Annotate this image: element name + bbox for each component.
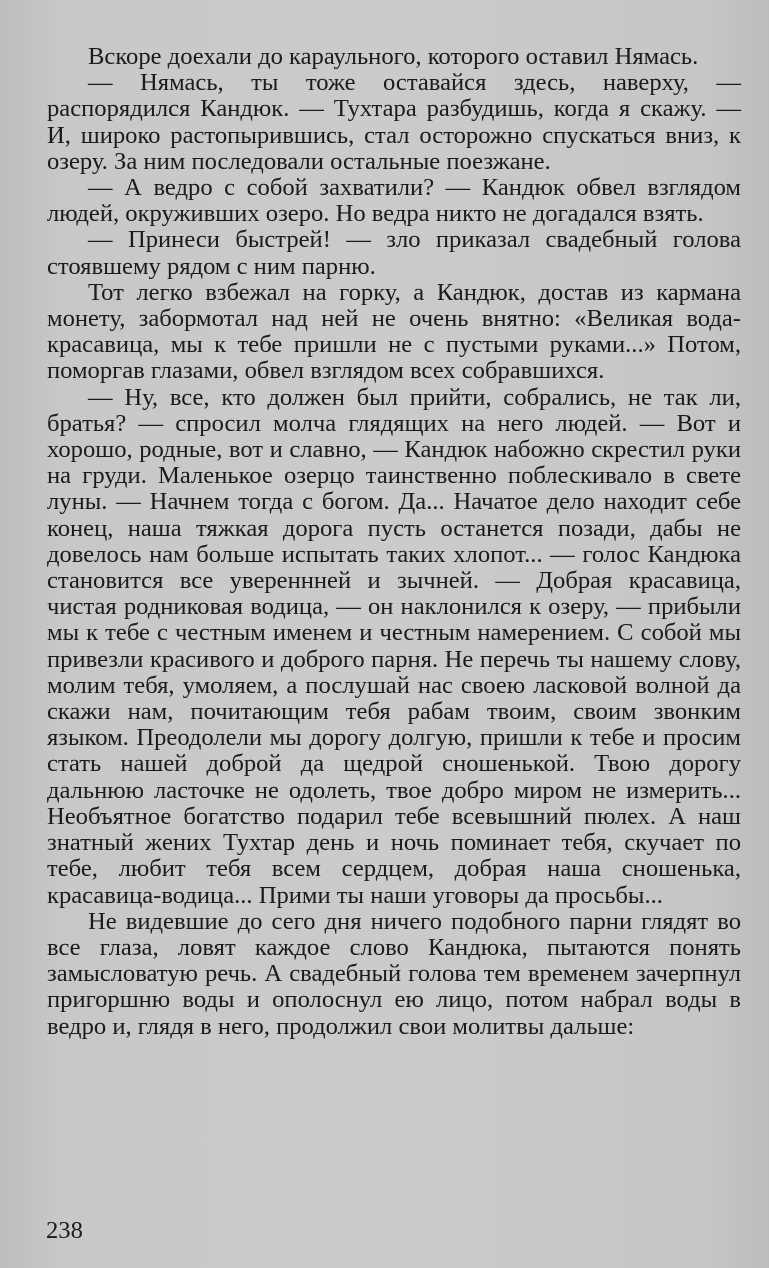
paragraph: — А ведро с собой захватили? — Кандюк обвел взглядом людей, окруживших озеро. Но ведра никто не догадался взять. [47,174,741,228]
paragraph: — Ну, все, кто должен был прийти, собрались, не так ли, братья? — спросил молча глядящих на него людей. — Вот и хорошо, родные, вот и славно, — Кандюк набожно скрестил руки на груди. Маленькое озерцо таинственно поблескивало в свете луны. — Начнем тогда с богом. Да... Начатое дело находит себе конец, наша тяжкая дорога пусть останется позади, дабы не довелось нам больше испытать таких хлопот... — голос Кандюка становится все увереннней и зычней. — Добрая красавица, чистая родниковая водица, — он наклонился к озеру, — прибыли мы к тебе с честным именем и честным намерением. С собой мы привезли красивого и доброго парня. Не перечь ты нашему слову, молим тебя, умоляем, а послушай нас своею ласковой волной да скажи нам, почитающим тебя рабам твоим, своим звонким языком. Преодолели мы дорогу долгую, пришли к тебе и просим стать нашей доброй да щедрой сношенькой. Твою дорогу дальнюю ласточке не одолеть, твое добро миром не измерить... Необъятное богатство подарил тебе всевышний пюлех. А наш знатный жених Тухтар день и ночь поминает тебя, скучает по тебе, любит тебя всем сердцем, добрая наша сношенька, красавица-водица... Прими ты наши уговоры да просьбы... [47,383,741,909]
paragraph: Тот легко взбежал на горку, а Кандюк, достав из кармана монету, забормотал над ней не очень внятно: «Великая вода-красавица, мы к тебе пришли не с пустыми руками...» Потом, поморгав глазами, обвел взглядом всех собравшихся. [47,278,741,385]
paragraph: — Принеси быстрей! — зло приказал свадебный голова стоявшему рядом с ним парню. [47,226,741,280]
body-text [47,44,741,1040]
paragraph: Не видевшие до сего дня ничего подобного парни глядят во все глаза, ловят каждое слово Кандюка, пытаются понять замысловатую речь. А свадебный голова тем временем зачерпнул пригоршню воды и ополоснул ею лицо, потом набрал воды в ведро и, глядя в него, продолжил свои молитвы дальше: [47,907,741,1040]
paragraph: Вскоре доехали до караульного, которого оставил Нямась. [88,43,699,70]
page-number: 238 [46,1217,83,1244]
paragraph: — Нямась, ты тоже оставайся здесь, наверху, — распорядился Кандюк. — Тухтара разбудишь, когда я скажу. — И, широко растопырившись, стал осторожно спускаться вниз, к озеру. За ним последовали остальные поезжане. [47,69,741,175]
